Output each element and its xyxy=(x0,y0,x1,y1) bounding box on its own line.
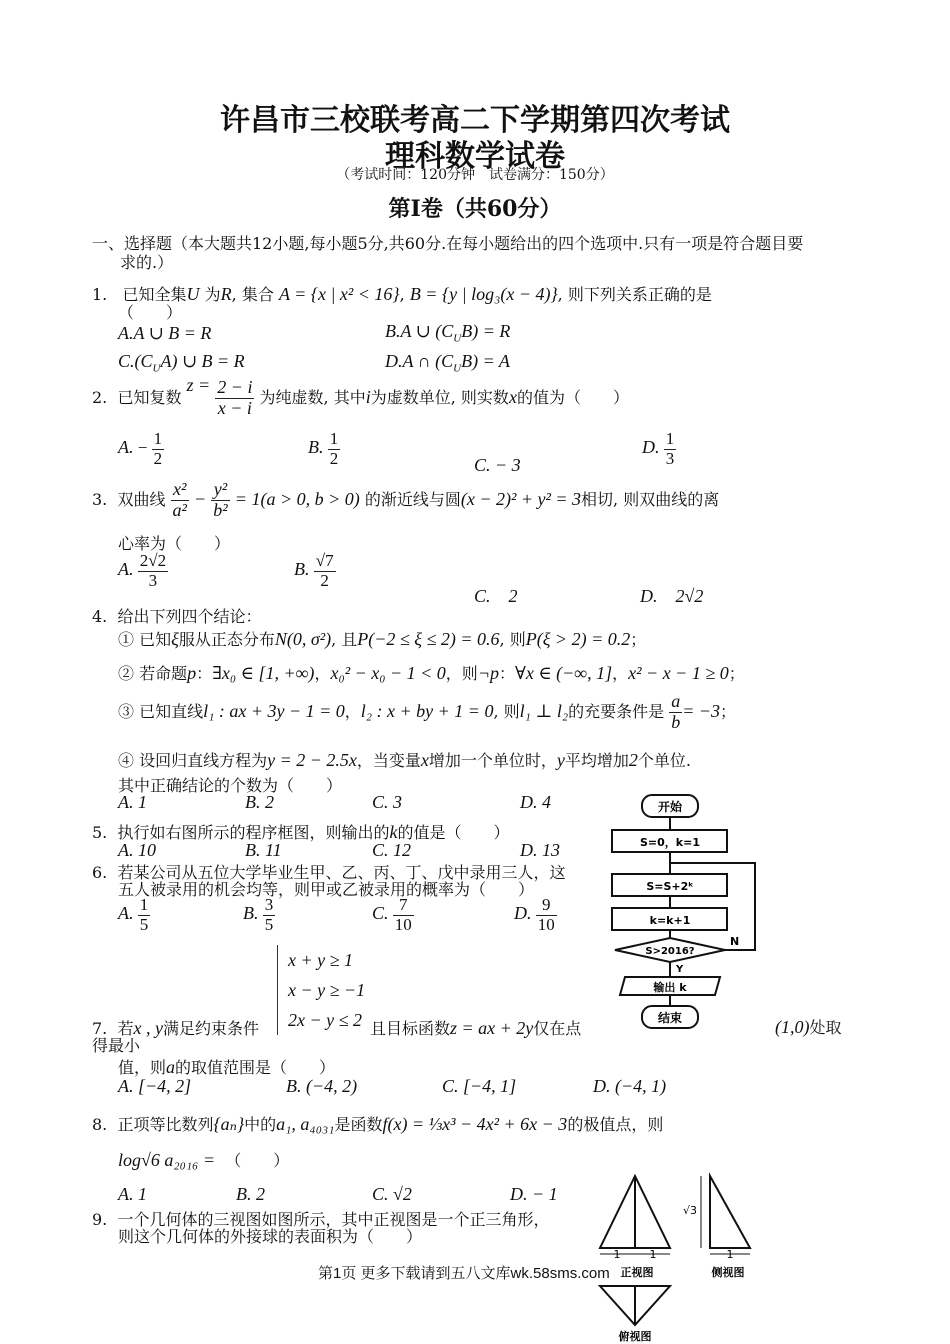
q7-option-b: B. (−4, 2) xyxy=(286,1076,358,1096)
flow-end-label: 结束 xyxy=(657,1011,683,1025)
flow-step1-label: S=S+2ᵏ xyxy=(646,880,694,893)
q8-option-d: D. − 1 xyxy=(510,1184,558,1204)
q4-option-d: D. 4 xyxy=(520,792,551,812)
flow-start-label: 开始 xyxy=(657,800,683,814)
question-6-line2: 五人被录用的机会均等，则甲或乙被录用的概率为（ ） xyxy=(118,880,535,899)
q5-option-c: C. 12 xyxy=(372,840,412,860)
question-7-stem: 7. 若x , y满足约束条件 xyxy=(92,1018,259,1038)
q4-option-b: B. 2 xyxy=(245,792,274,812)
flow-no-label: N xyxy=(730,935,740,948)
q5-option-d: D. 13 xyxy=(520,840,560,860)
question-7-stem-cont: 得最小 xyxy=(92,1036,141,1055)
q4-conclusion-1: ① 已知ξ服从正态分布N(0, σ²), 且P(−2 ≤ ξ ≤ 2) = 0.6, 则P(ξ > 2) = 0.2； xyxy=(118,629,647,649)
flow-init-label: S=0，k=1 xyxy=(640,836,700,849)
q7-option-a: A. [−4, 2] xyxy=(118,1076,192,1096)
flow-step2-label: k=k+1 xyxy=(649,914,691,927)
q2-option-c: C. − 3 xyxy=(474,455,521,475)
flow-output-label: 输出 k xyxy=(653,981,687,994)
question-6-line1: 6. 若某公司从五位大学毕业生甲、乙、丙、丁、戊中录用三人，这 xyxy=(92,863,566,882)
exam-title-line1: 许昌市三校联考高二下学期第四次考试 xyxy=(220,103,730,138)
exam-title-line2: 理科数学试卷 xyxy=(385,139,565,174)
q3-option-c: C. 2 xyxy=(474,586,518,606)
q4-ask: 其中正确结论的个数为（ ） xyxy=(118,776,343,795)
question-9-line2: 则这个几何体的外接球的表面积为（ ） xyxy=(118,1227,423,1246)
q8-option-b: B. 2 xyxy=(236,1184,265,1204)
q3-option-a: A. $\frac{2√2}{3}$ xyxy=(118,551,167,590)
front-dim-left: 1 xyxy=(613,1248,621,1261)
q1-option-d: D.A ∩ $(C_UB) = A$ xyxy=(385,351,510,375)
section-heading: 第Ⅰ卷（共60分） xyxy=(388,196,562,222)
q6-option-b: B. $\frac{3}{5}$ xyxy=(243,895,274,934)
q1-option-c: $C.(C_UA)$ ∪ B = R xyxy=(118,351,245,375)
flow-condition-label: S>2016? xyxy=(645,946,695,957)
q2-option-d: D. $\frac{1}{3}$ xyxy=(642,429,675,468)
exam-info: （考试时间：120分钟 试卷满分：150分） xyxy=(336,167,614,183)
question-8-stem: 8. 正项等比数列{aₙ}中的a₁, a₄₀₃₁是函数f(x) = ⅓x³ − 4x² + 6x − 3的极值点，则 xyxy=(92,1114,664,1134)
question-8-log: log√6 a₂₀₁₆ = （ ） xyxy=(118,1150,290,1170)
instructions-line2: 求的.） xyxy=(120,253,174,272)
q4-conclusion-4: ④ 设回归直线方程为y = 2 − 2.5x，当变量x增加一个单位时，y平均增加2个单位. xyxy=(118,750,692,770)
question-3-stem-cont: 心率为（ ） xyxy=(118,534,231,553)
question-1-stem: 1. 已知全集U 为R, 集合 A = {x | x² < 16}, B = {y | log₃(x − 4)}, 则下列关系正确的是 xyxy=(92,284,712,304)
three-views-figure xyxy=(595,1170,775,1342)
q4-option-c: C. 3 xyxy=(372,792,403,812)
q6-option-d: D. $\frac{9}{10}$ xyxy=(514,895,555,934)
q1-option-a: A.A ∪ B = R xyxy=(118,323,212,343)
q4-conclusion-3: ③ 已知直线l₁ : ax + 3y − 1 = 0，l₂ : x + by + 1 = 0, 则l₁ ⊥ l₂的充要条件是 $\frac{a}{b}$ = −3； xyxy=(118,691,737,732)
q1-option-b: B.A ∪ $(C_UB) = R$ xyxy=(385,321,511,345)
side-view-triangle xyxy=(710,1176,750,1248)
question-7-point: (1,0)处取 xyxy=(775,1017,842,1037)
program-flowchart xyxy=(600,790,780,1035)
q8-option-c: C. √2 xyxy=(372,1184,412,1204)
page-footer: 第1页 更多下载请到五八文库wk.58sms.com xyxy=(318,1265,610,1282)
q5-option-b: B. 11 xyxy=(245,840,282,860)
q4-option-a: A. 1 xyxy=(118,792,147,812)
side-view-height: √3 xyxy=(683,1204,698,1217)
front-view-label: 正视图 xyxy=(620,1266,654,1279)
question-5-stem: 5. 执行如右图所示的程序框图，则输出的k的值是（ ） xyxy=(92,822,510,842)
side-dim: 1 xyxy=(726,1248,734,1261)
q3-option-b: B. $\frac{√7}{2}$ xyxy=(294,551,334,590)
q3-option-d: D. 2√2 xyxy=(640,586,704,606)
top-view-label: 俯视图 xyxy=(618,1330,652,1342)
flow-yes-label: Y xyxy=(676,964,684,975)
question-4-stem: 4. 给出下列四个结论： xyxy=(92,607,262,626)
q7-option-c: C. [−4, 1] xyxy=(442,1076,517,1096)
q2-option-a: A. − $\frac{1}{2}$ xyxy=(118,429,163,468)
side-view-label: 侧视图 xyxy=(711,1266,745,1279)
q4-conclusion-2: ② 若命题p：∃x₀ ∈ [1, +∞)，x₀² − x₀ − 1 < 0，则¬p：∀x ∈ (−∞, 1]，x² − x − 1 ≥ 0； xyxy=(118,663,745,683)
question-9-line1: 9. 一个几何体的三视图如图所示，其中正视图是一个正三角形， xyxy=(92,1210,550,1229)
question-3-stem: 3. 双曲线 $\frac{\text{x²}}{\text{a²}}$ − $\frac{\text{y²}}{\text{b²}}$ = 1(a > 0, b > 0) 的渐近线与圆(x − 2)² + y² = 3相切, 则双曲线的离 xyxy=(92,479,720,520)
q5-option-a: A. 10 xyxy=(118,840,156,860)
question-7-stem-obj: 且目标函数z = ax + 2y仅在点 xyxy=(370,1018,582,1038)
front-dim-right: 1 xyxy=(649,1248,657,1261)
q6-option-c: C. $\frac{7}{10}$ xyxy=(372,895,412,934)
q2-option-b: B. $\frac{1}{2}$ xyxy=(308,429,339,468)
q8-option-a: A. 1 xyxy=(118,1184,147,1204)
question-2-stem: 2. 已知复数 z = $\frac{2 - i}{x - i}$ 为纯虚数, 其中i为虚数单位, 则实数x的值为（ ） xyxy=(92,374,629,418)
question-1-paren: （ ） xyxy=(118,303,183,322)
instructions-line1: 一、选择题（本大题共12小题,每小题5分,共60分.在每小题给出的四个选项中.只有一项是符合题目要 xyxy=(92,234,804,253)
q7-option-d: D. (−4, 1) xyxy=(593,1076,667,1096)
question-7-ask: 值，则a的取值范围是（ ） xyxy=(118,1057,336,1077)
q7-constraint-system: x + y ≥ 1 x − y ≥ −1 2x − y ≤ 2 xyxy=(277,945,365,1035)
q6-option-a: A. $\frac{1}{5}$ xyxy=(118,895,149,934)
